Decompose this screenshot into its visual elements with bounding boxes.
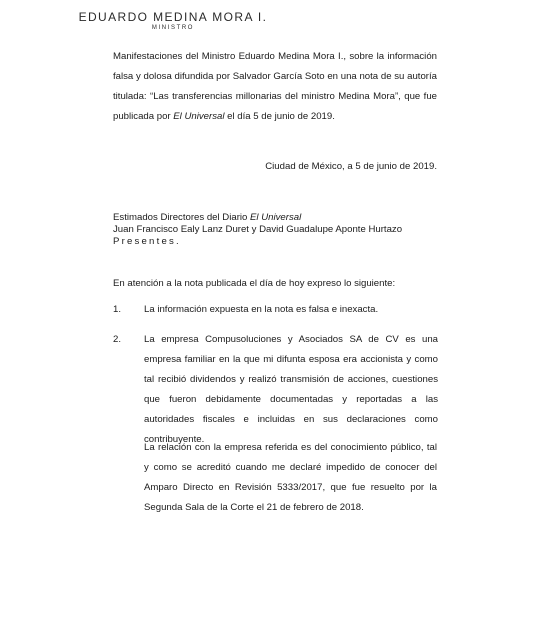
addressee-line-1 — [113, 212, 437, 224]
letterhead-role: MINISTRO — [151, 25, 195, 31]
addressee-block — [113, 212, 437, 248]
item-2-continuation-paragraph: La relación con la empresa referida es del conocimiento público, tal y como se acreditó cuando me declaré impedido de conocer del Amparo Directo en Revisión 5333/2017, que fue resuelto por la Segunda Sala de la Corte el 21 de febrero de 2018. — [144, 442, 437, 513]
letterhead-name: EDUARDO MEDINA MORA I. — [78, 10, 268, 24]
letterhead — [68, 10, 278, 31]
addressee-prefix: Estimados Directores del Diario — [113, 212, 251, 223]
intro-text-before: Manifestaciones del Ministro Eduardo Medina Mora I., sobre la información falsa y dolosa difundida por Salvador García Soto en una nota de su autoría titulada: “Las transferencias millonarias del ministro Medina Mora”, que fue publicada por — [113, 51, 437, 122]
list-item-2-number: 2. — [113, 334, 122, 345]
list-item-1-text: La información expuesta en la nota es falsa e inexacta. — [144, 304, 379, 315]
addressee-line-3: Presentes. — [113, 236, 181, 247]
dateline: Ciudad de México, a 5 de junio de 2019. — [265, 161, 437, 172]
list-item-1-number: 1. — [113, 304, 122, 315]
lead-sentence: En atención a la nota publicada el día de hoy expreso lo siguiente: — [113, 278, 396, 289]
intro-newspaper-name: El Universal — [173, 111, 225, 122]
addressee-newspaper-name: El Universal — [250, 212, 302, 223]
intro-paragraph — [113, 47, 437, 127]
list-item-2-text: La empresa Compusoluciones y Asociados SA de CV es una empresa familiar en la que mi difunta esposa era accionista y como tal recibió dividendos y realizó transmisión de acciones, cuestiones que fueron debidamente documentadas y reportadas a las autoridades fiscales e incluidas en sus declaraciones como contribuyente. — [144, 334, 438, 445]
intro-text-after: el día 5 de junio de 2019. — [224, 111, 335, 122]
addressee-line-2: Juan Francisco Ealy Lanz Duret y David Guadalupe Aponte Hurtazo — [113, 224, 403, 235]
